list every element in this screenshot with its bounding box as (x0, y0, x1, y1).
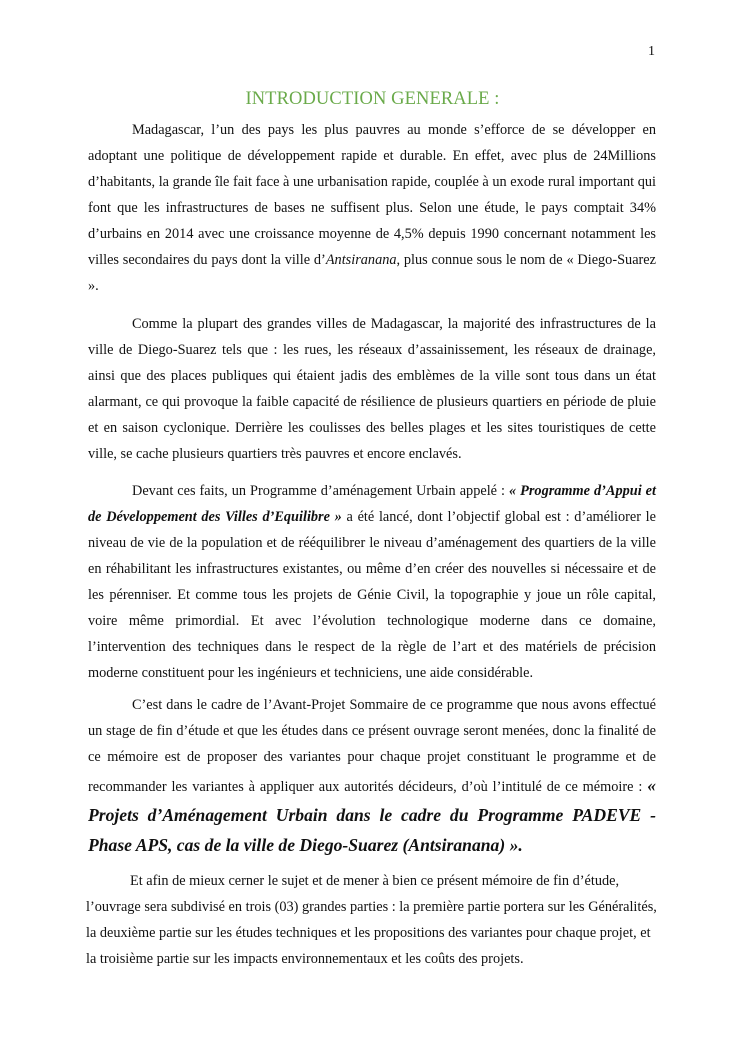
paragraph-intro (88, 117, 656, 299)
thesis-title: « Projets d’Aménagement Urbain dans le cadre du Programme PADEVE - Phase APS, cas de la ville de Diego-Suarez (Antsiranana) ». (88, 775, 656, 855)
paragraph-program-text-b: a été lancé, dont l’objectif global est : d’améliorer le niveau de vie de la population et de rééquilibrer le niveau d’aménagement des quartiers de la ville en réhabilitant les infrastructures existantes, ou même d’en créer des nouvelles si nécessaire et de les pérenniser. Et comme tous les projets de Génie Civil, la topographie y joue un rôle capital, voire même primordial. Et avec l’évolution technologique moderne dans ce domaine, l’intervention des techniques dans le respect de la règle de l’art et des matériels de précision moderne constituent pour les ingénieurs et techniciens, une aide considérable. (88, 509, 656, 681)
paragraph-program-text-a: Devant ces faits, un Programme d’aménagement Urbain appelé : (132, 483, 509, 499)
paragraph-infrastructure: Comme la plupart des grandes villes de Madagascar, la majorité des infrastructures de la ville de Diego-Suarez tels que : les rues, les réseaux d’assainissement, les réseaux de drainage, ainsi que des places publiques qui étaient jadis des emblèmes de la ville sont tous dans un état alarmant, ce qui provoque la faible capacité de résilience de plusieurs quartiers en période de pluie et en saison cyclonique. Derrière les coulisses des belles plages et les sites touristiques de cette ville, se cache plusieurs quartiers très pauvres et encore enclavés. (88, 316, 656, 462)
paragraph-thesis-text: C’est dans le cadre de l’Avant-Projet Sommaire de ce programme que nous avons effectué un stage de fin d’étude et que les études dans ce présent ouvrage seront menées, donc la finalité de ce mémoire est de proposer des variantes pour chaque projet constituant le programme et de recommander les variantes à appliquer aux autorités décideurs, d’où l’intitulé de ce mémoire : (88, 697, 656, 795)
city-name: Antsiranana (325, 252, 397, 268)
paragraph-thesis (88, 692, 656, 860)
page-number: 1 (648, 44, 655, 59)
paragraph-outline: Et afin de mieux cerner le sujet et de mener à bien ce présent mémoire de fin d’étude, l’ouvrage sera subdivisé en trois (03) grandes parties : la première partie portera sur les Généralités, la deuxième partie sur les études techniques et les propositions des variantes pour chaque projet, et la troisième partie sur les impacts environnementaux et les coûts des projets. (86, 873, 657, 967)
paragraph-intro-text-b: , plus connue sous le nom de « Diego-Suarez ». (88, 252, 656, 294)
page-title: INTRODUCTION GENERALE : (245, 89, 500, 109)
paragraph-intro-text-a: Madagascar, l’un des pays les plus pauvres au monde s’efforce de se développer en adoptant une politique de développement rapide et durable. En effet, avec plus de 24Millions d’habitants, la grande île fait face à une urbanisation rapide, couplée à un exode rural important qui font que les infrastructures de bases ne suffisent plus. Selon une étude, le pays comptait 34% d’urbains en 2014 avec une croissance moyenne de 4,5% depuis 1990 concernant notamment les villes secondaires du pays dont la ville d’ (88, 122, 656, 268)
paragraph-program (88, 478, 656, 686)
program-name: « Programme d’Appui et de Développement des Villes d’Equilibre » (88, 483, 657, 525)
